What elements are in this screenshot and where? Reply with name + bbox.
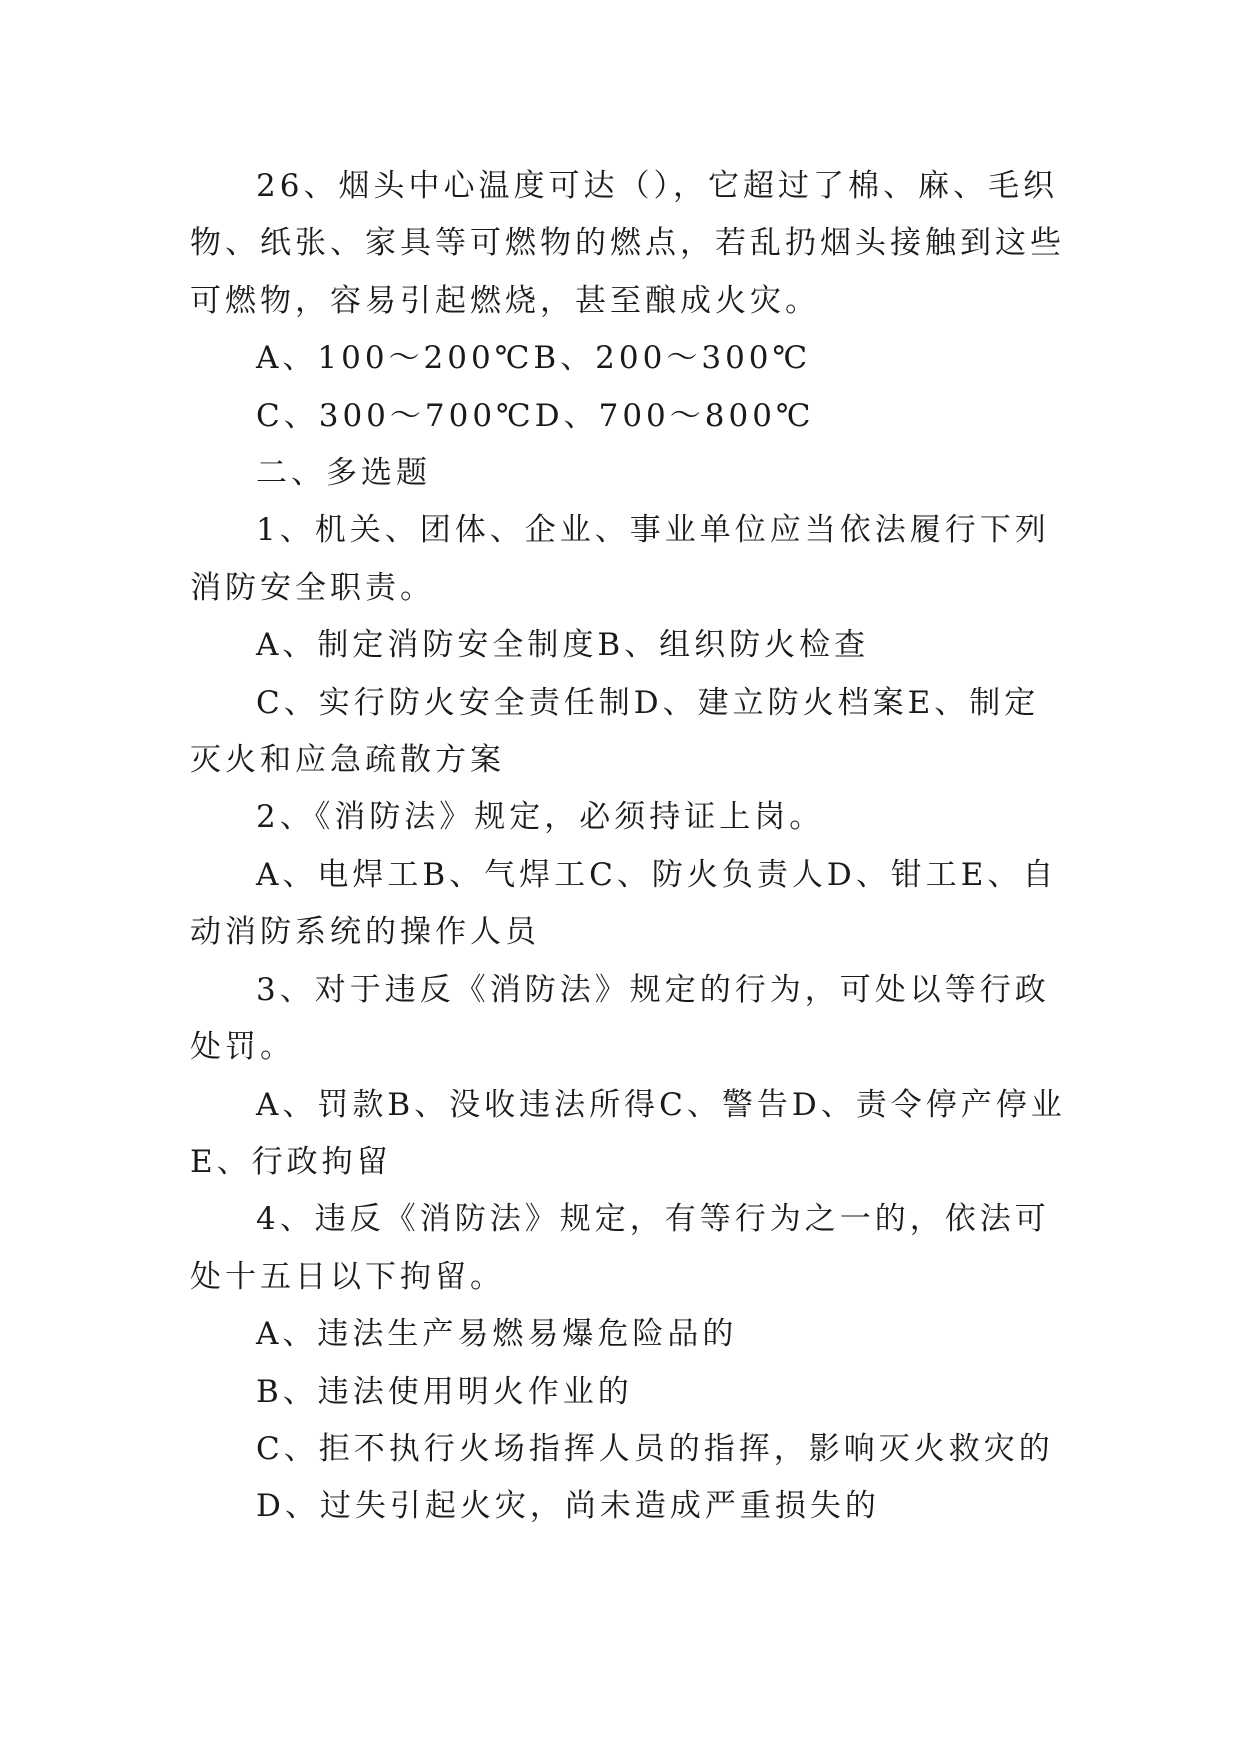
mc-question-3-text: 3、对于违反《消防法》规定的行为，可处以等行政处罚。 <box>190 971 1050 1066</box>
mc-question-1-text: 1、机关、团体、企业、事业单位应当依法履行下列消防安全职责。 <box>190 512 1050 606</box>
mc-question-4-option-d: D、过失引起火灾，尚未造成严重损失的 <box>256 1488 880 1525</box>
mc-question-1-options-ab: A、制定消防安全制度B、组织防火检查 <box>256 627 870 664</box>
mc-question-4-text: 4、违反《消防法》规定，有等行为之一的，依法可处十五日以下拘留。 <box>190 1201 1050 1295</box>
mc-question-2-text: 2、《消防法》规定，必须持证上岗。 <box>256 799 825 836</box>
question-26-options-cd: C、300～700℃D、700～800℃ <box>256 397 815 434</box>
mc-question-4-option-b: B、违法使用明火作业的 <box>256 1373 633 1410</box>
question-26-options-ab: A、100～200℃B、200～300℃ <box>256 340 812 377</box>
mc-question-3-options: A、罚款B、没收违法所得C、警告D、责令停产停业E、行政拘留 <box>190 1086 1066 1180</box>
mc-question-2-options: A、电焊工B、气焊工C、防火负责人D、钳工E、自动消防系统的操作人员 <box>190 856 1058 951</box>
mc-question-1-options-cde: C、实行防火安全责任制D、建立防火档案E、制定灭火和应急疏散方案 <box>190 684 1040 779</box>
mc-question-4-option-c: C、拒不执行火场指挥人员的指挥，影响灭火救灾的 <box>256 1430 1054 1467</box>
question-26-text: 26、烟头中心温度可达（），它超过了棉、麻、毛织物、纸张、家具等可燃物的燃点，若乱扔烟头接触到这些可燃物，容易引起燃烧，甚至酿成火灾。 <box>190 168 1065 319</box>
mc-question-4-option-a: A、违法生产易燃易爆危险品的 <box>256 1316 738 1353</box>
document-body <box>190 158 1070 1536</box>
section-heading-multiple-choice: 二、多选题 <box>256 455 431 492</box>
